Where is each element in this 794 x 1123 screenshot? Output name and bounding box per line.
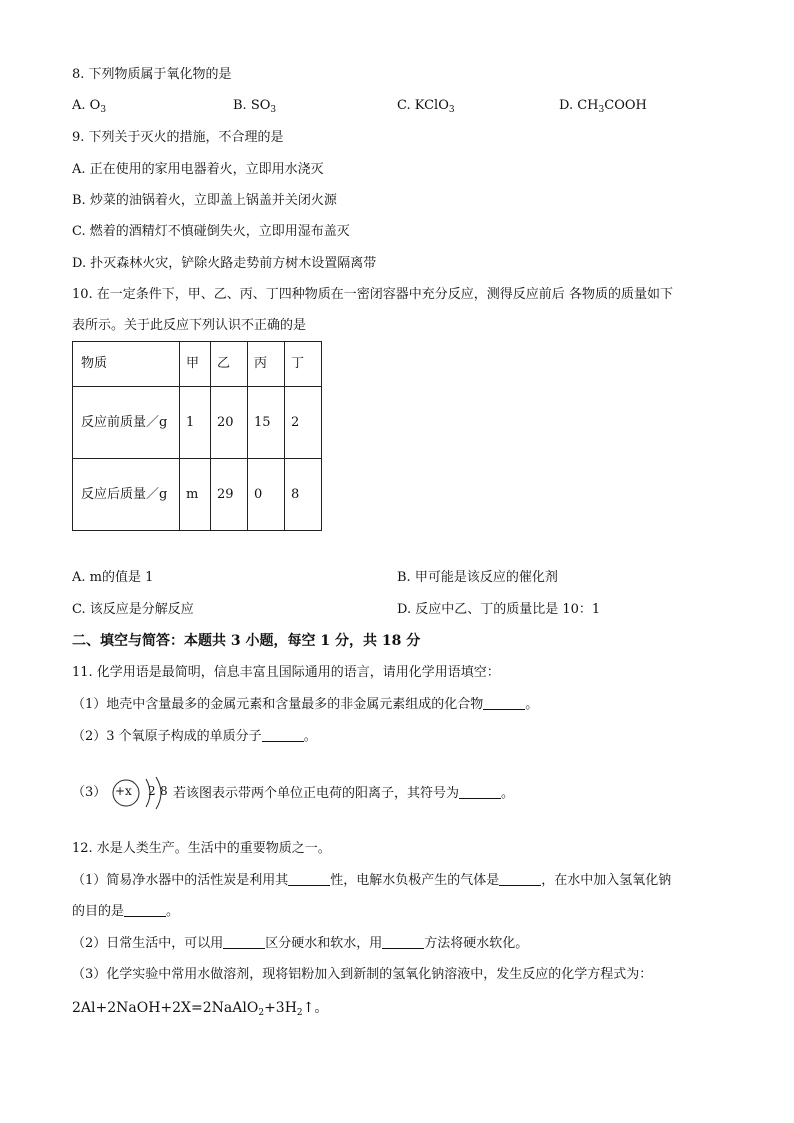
q8-option-a: A. $O_3$: [72, 98, 107, 115]
table-cell: 反应前质量／g: [73, 387, 180, 459]
q12-equation: $2Al+2NaOH+2X=2NaAlO_2+3H_2↑$。: [72, 1000, 329, 1018]
q9-option-d: D. 扑灭森林火灾，铲除火路走势前方树木设置隔离带: [72, 256, 377, 271]
table-cell: 0: [248, 459, 285, 531]
q10-option-a: A. m的值是 1: [72, 570, 154, 585]
answer-blank: [382, 934, 424, 949]
q9-option-c: C. 燃着的酒精灯不慎碰倒失火，立即用湿布盖灭: [72, 224, 350, 239]
table-cell: 15: [248, 387, 285, 459]
q10-stem-line1: 10. 在一定条件下，甲、乙、丙、丁四种物质在一密闭容器中充分反应，测得反应前后 各物质的质量如下: [72, 287, 673, 302]
nucleus-charge: +x: [115, 784, 132, 798]
q10-option-b: B. 甲可能是该反应的催化剂: [397, 570, 558, 585]
q11-part3-label: （3）: [72, 785, 107, 800]
shell-2-electrons: 8: [160, 784, 168, 798]
q10-option-c: C. 该反应是分解反应: [72, 602, 194, 617]
shell-1-electrons: 2: [148, 784, 156, 798]
q9-option-b: B. 炒菜的油锅着火，立即盖上锅盖并关闭火源: [72, 193, 337, 208]
q9-stem: 9. 下列关于灭火的措施，不合理的是: [72, 130, 284, 145]
q12-stem: 12. 水是人类生产。生活中的重要物质之一。: [72, 841, 331, 856]
answer-blank: [262, 727, 304, 742]
table-cell: 29: [211, 459, 248, 531]
q8-option-d: D. $CH_3COOH$: [559, 98, 647, 115]
q8-stem: 8. 下列物质属于氧化物的是: [72, 67, 232, 82]
answer-blank: [459, 784, 501, 799]
q10-mass-table: [72, 341, 322, 531]
table-row: [73, 387, 322, 459]
table-cell: 2: [285, 387, 322, 459]
table-cell: 反应后质量／g: [73, 459, 180, 531]
table-header-cell: 丙: [248, 342, 285, 387]
table-header-cell: 物质: [73, 342, 180, 387]
q11-part1: （1）地壳中含量最多的金属元素和含量最多的非金属元素组成的化合物 。: [72, 697, 539, 712]
table-cell: 20: [211, 387, 248, 459]
table-header-cell: 乙: [211, 342, 248, 387]
section-title: 二、填空与简答：本题共 3 小题，每空 1 分，共 18 分: [72, 633, 421, 649]
table-row: [73, 459, 322, 531]
q8-option-c: C. KClO$_3$: [397, 98, 455, 115]
q8-option-b: B. $SO_3$: [233, 98, 277, 115]
answer-blank: [483, 695, 525, 710]
q12-part1-line2: 的目的是 。: [72, 904, 180, 919]
q12-part3: （3）化学实验中常用水做溶剂，现将铝粉加入到新制的氢氧化钠溶液中，发生反应的化学方程式为：: [72, 967, 653, 982]
table-header-row: [73, 342, 322, 387]
q11-part2: （2）3 个氧原子构成的单质分子 。: [72, 729, 317, 744]
table-cell: m: [180, 459, 211, 531]
answer-blank: [124, 902, 166, 917]
q10-stem-line2: 表所示。关于此反应下列认识不正确的是: [72, 318, 307, 333]
table-header-cell: 丁: [285, 342, 322, 387]
table-cell: 1: [180, 387, 211, 459]
q12-part2: （2）日常生活中，可以用 区分硬水和软水，用 方法将硬水软化。: [72, 936, 529, 951]
answer-blank: [223, 934, 265, 949]
table-cell: 8: [285, 459, 322, 531]
answer-blank: [499, 871, 541, 886]
q11-part3-text: 若该图表示带两个单位正电荷的阳离子，其符号为 。: [173, 786, 515, 801]
q10-option-d: D. 反应中乙、丁的质量比是 10：1: [397, 602, 601, 617]
answer-blank: [288, 871, 330, 886]
q9-option-a: A. 正在使用的家用电器着火，立即用水浇灭: [72, 162, 324, 177]
q11-stem: 11. 化学用语是最简明，信息丰富且国际通用的语言，请用化学用语填空：: [72, 665, 500, 680]
table-header-cell: 甲: [180, 342, 211, 387]
q12-part1-line1: （1）简易净水器中的活性炭是利用其 性，电解水负极产生的气体是 ，在水中加入氢氧化钠: [72, 873, 672, 888]
